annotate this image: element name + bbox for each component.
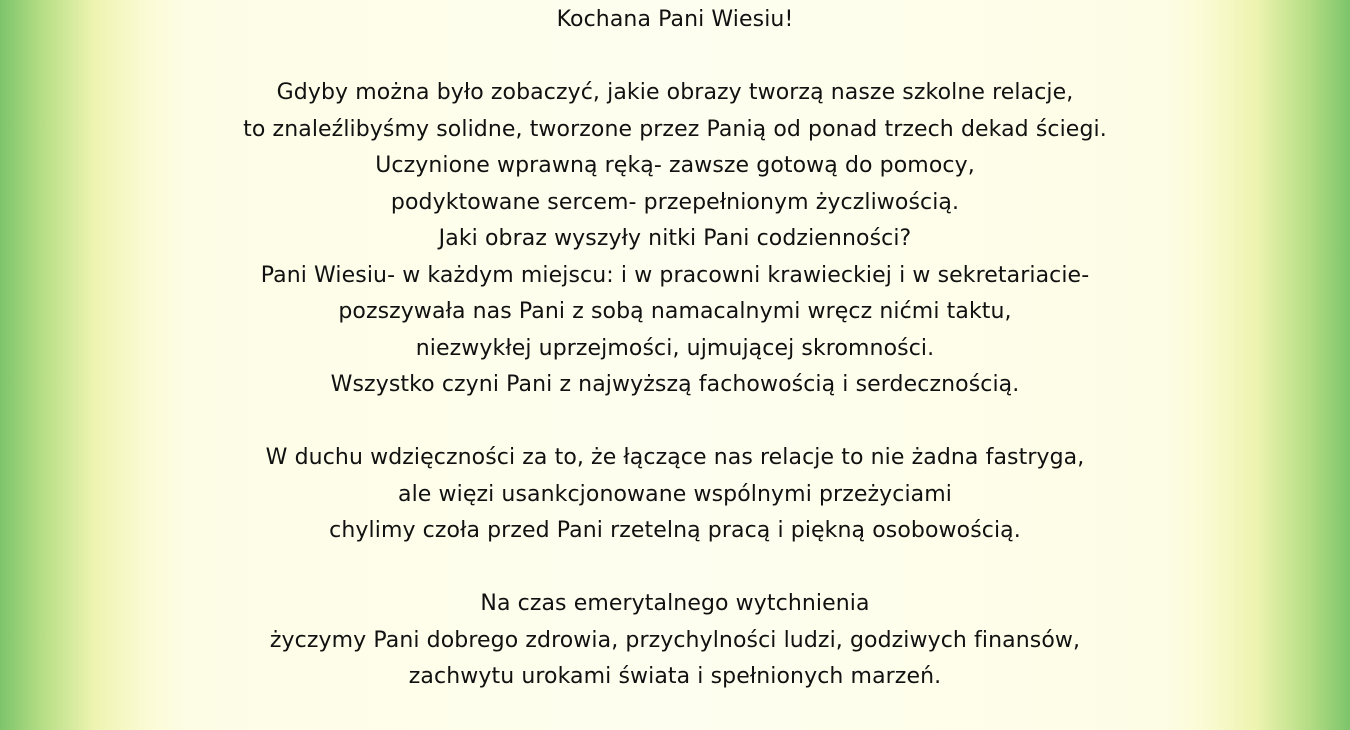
text-line: Pani Wiesiu- w każdym miejscu: i w pracowni krawieckiej i w sekretariacie- xyxy=(260,262,1090,288)
text-line: Wszystko czyni Pani z najwyższą fachowością i serdecznością. xyxy=(330,372,1020,397)
text-line: to znaleźlibyśmy solidne, tworzone przez Panią od ponad trzech dekad ściegi. xyxy=(243,116,1107,142)
text-line: chylimy czoła przed Pani rzetelną pracą i piękną osobowością. xyxy=(329,518,1021,543)
paragraph-gap xyxy=(0,404,1350,441)
paragraph-2 xyxy=(0,440,1350,550)
text-line: W duchu wdzięczności za to, że łączące nas relacje to nie żadna fastryga, xyxy=(265,445,1085,470)
text-line: Uczynione wprawną ręką- zawsze gotową do pomocy, xyxy=(375,153,975,178)
text-line: Gdyby można było zobaczyć, jakie obrazy tworzą nasze szkolne relacje, xyxy=(276,80,1074,105)
paragraph-3 xyxy=(0,586,1350,696)
text-line: Na czas emerytalnego wytchnienia xyxy=(480,591,870,616)
paragraph-gap xyxy=(0,39,1350,76)
text-line: podyktowane sercem- przepełnionym życzliwością. xyxy=(390,189,960,215)
text-line: niezwykłej uprzejmości, ujmującej skromności. xyxy=(415,335,935,361)
text-line: zachwytu urokami świata i spełnionych marzeń. xyxy=(408,664,942,689)
paragraph-1 xyxy=(0,75,1350,404)
text-line: pozszywała nas Pani z sobą namacalnymi wręcz nićmi taktu, xyxy=(338,299,1012,324)
text-line: ale więzi usankcjonowane wspólnymi przeżyciami xyxy=(398,481,952,507)
paragraph-gap xyxy=(0,550,1350,587)
greeting: Kochana Pani Wiesiu! xyxy=(556,7,794,32)
text-line: życzymy Pani dobrego zdrowia, przychylności ludzi, godziwych finansów, xyxy=(269,627,1081,653)
text-line: Jaki obraz wyszyły nitki Pani codzienności? xyxy=(438,226,912,251)
